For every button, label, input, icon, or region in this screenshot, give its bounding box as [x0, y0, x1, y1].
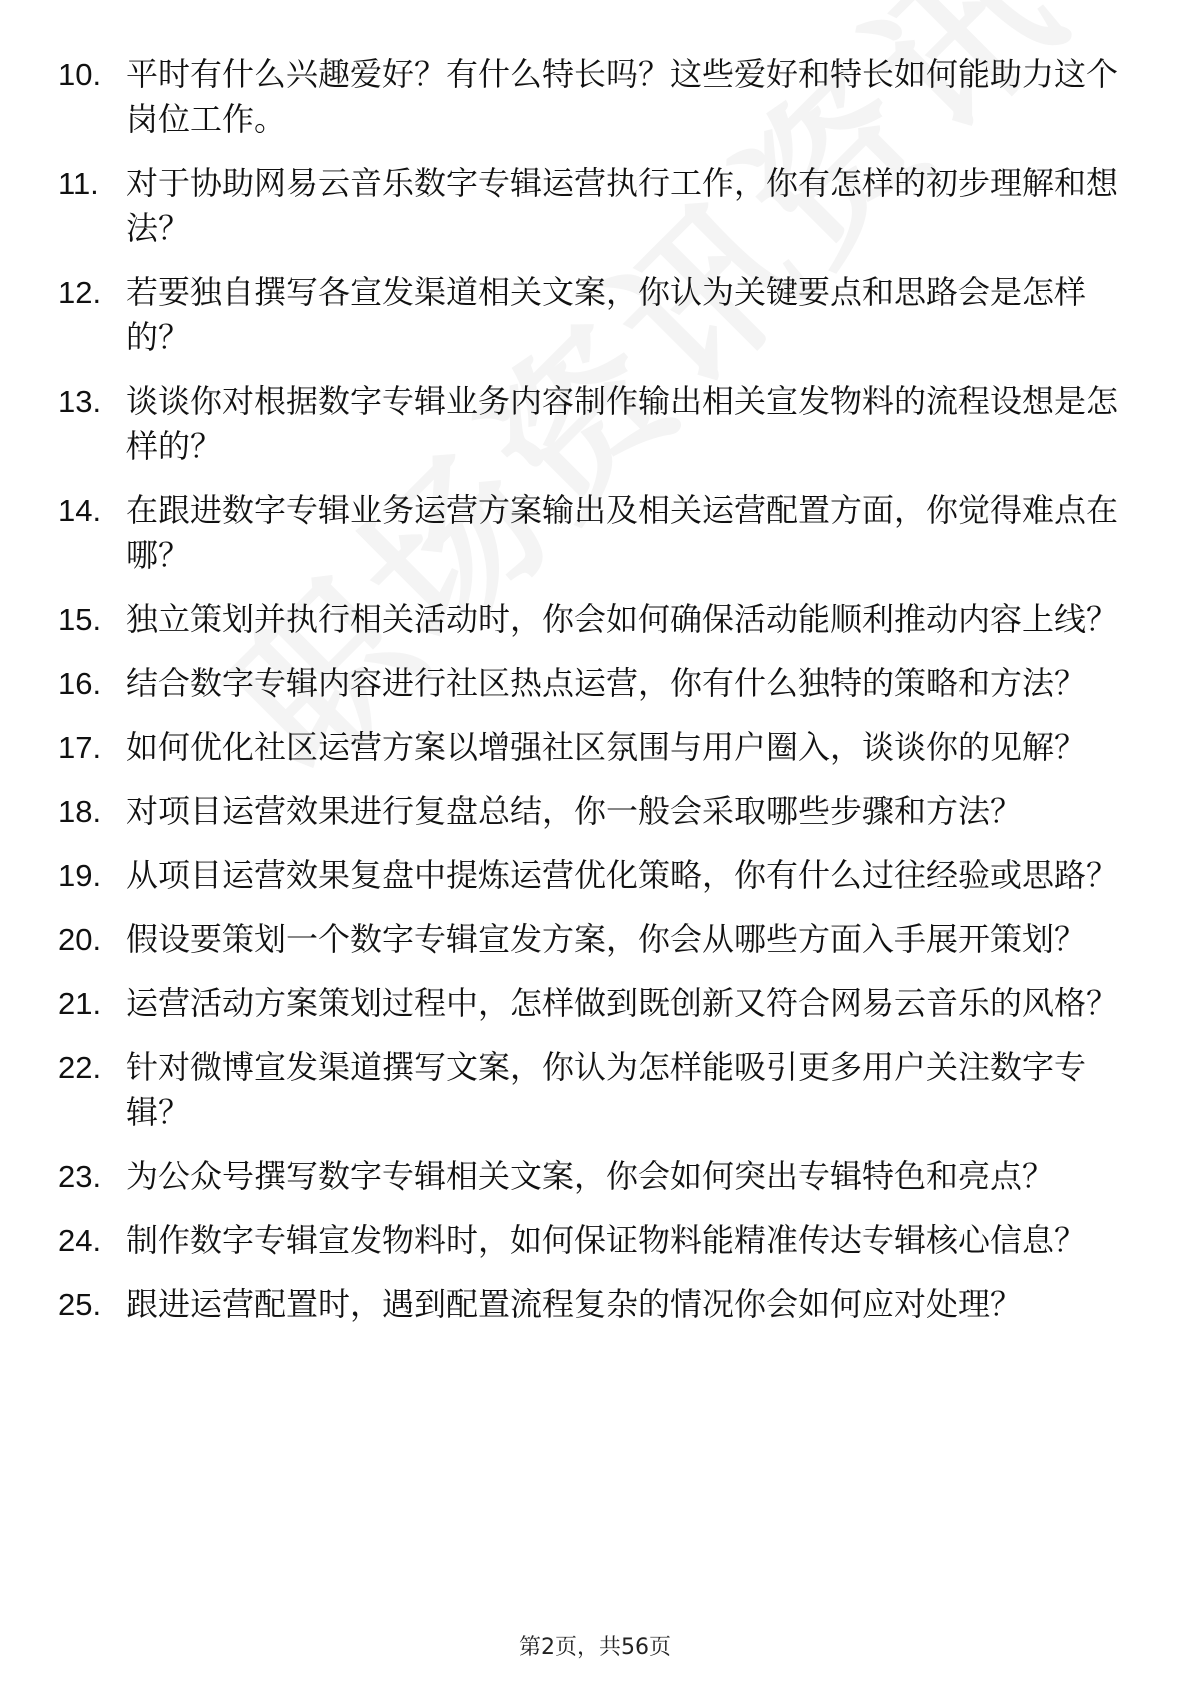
- question-number: 21.: [58, 986, 102, 1021]
- question-text: 如何优化社区运营方案以增强社区氛围与用户圈入，谈谈你的见解？: [126, 728, 1087, 766]
- question-number: 24.: [58, 1223, 102, 1258]
- question-text: 从项目运营效果复盘中提炼运营优化策略，你有什么过往经验或思路？: [126, 856, 1119, 894]
- question-text: 假设要策划一个数字专辑宣发方案，你会从哪些方面入手展开策划？: [126, 920, 1087, 958]
- question-list: [58, 52, 1133, 1346]
- list-item: [58, 1154, 1133, 1199]
- question-text: 若要独自撰写各宣发渠道相关文案，你认为关键要点和思路会是怎样的？: [126, 273, 1087, 356]
- list-item: [58, 488, 1133, 578]
- list-item: [58, 917, 1133, 962]
- question-number: 10.: [58, 57, 102, 92]
- list-item: [58, 789, 1133, 834]
- question-text: 跟进运营配置时，遇到配置流程复杂的情况你会如何应对处理？: [126, 1285, 1023, 1323]
- question-number: 22.: [58, 1050, 102, 1085]
- question-number: 14.: [58, 493, 102, 528]
- list-item: [58, 52, 1133, 142]
- question-text: 结合数字专辑内容进行社区热点运营，你有什么独特的策略和方法？: [126, 664, 1087, 702]
- question-number: 15.: [58, 602, 102, 637]
- list-item: [58, 1045, 1133, 1135]
- question-number: 23.: [58, 1159, 102, 1194]
- question-text: 在跟进数字专辑业务运营方案输出及相关运营配置方面，你觉得难点在哪？: [126, 491, 1119, 574]
- question-number: 12.: [58, 275, 102, 310]
- list-item: [58, 379, 1133, 469]
- page-number: 第2页，共56页: [519, 1635, 671, 1660]
- list-item: [58, 270, 1133, 360]
- list-item: [58, 853, 1133, 898]
- question-text: 独立策划并执行相关活动时，你会如何确保活动能顺利推动内容上线？: [126, 600, 1119, 638]
- question-text: 对项目运营效果进行复盘总结，你一般会采取哪些步骤和方法？: [126, 792, 1023, 830]
- question-text: 为公众号撰写数字专辑相关文案，你会如何突出专辑特色和亮点？: [126, 1157, 1055, 1195]
- question-text: 谈谈你对根据数字专辑业务内容制作输出相关宣发物料的流程设想是怎样的？: [126, 382, 1119, 465]
- question-number: 16.: [58, 666, 102, 701]
- list-item: [58, 1282, 1133, 1327]
- question-number: 19.: [58, 858, 102, 893]
- list-item: [58, 1218, 1133, 1263]
- list-item: [58, 725, 1133, 770]
- question-number: 18.: [58, 794, 102, 829]
- list-item: [58, 161, 1133, 251]
- question-text: 针对微博宣发渠道撰写文案，你认为怎样能吸引更多用户关注数字专辑？: [126, 1048, 1087, 1131]
- question-number: 25.: [58, 1287, 102, 1322]
- list-item: [58, 597, 1133, 642]
- question-text: 制作数字专辑宣发物料时，如何保证物料能精准传达专辑核心信息？: [126, 1221, 1087, 1259]
- question-text: 对于协助网易云音乐数字专辑运营执行工作，你有怎样的初步理解和想法？: [126, 164, 1119, 247]
- question-number: 20.: [58, 922, 102, 957]
- list-item: [58, 661, 1133, 706]
- question-text: 运营活动方案策划过程中，怎样做到既创新又符合网易云音乐的风格？: [126, 984, 1119, 1022]
- question-number: 17.: [58, 730, 102, 765]
- question-number: 11.: [58, 166, 99, 201]
- question-number: 13.: [58, 384, 102, 419]
- list-item: [58, 981, 1133, 1026]
- question-text: 平时有什么兴趣爱好？有什么特长吗？这些爱好和特长如何能助力这个岗位工作。: [126, 55, 1119, 138]
